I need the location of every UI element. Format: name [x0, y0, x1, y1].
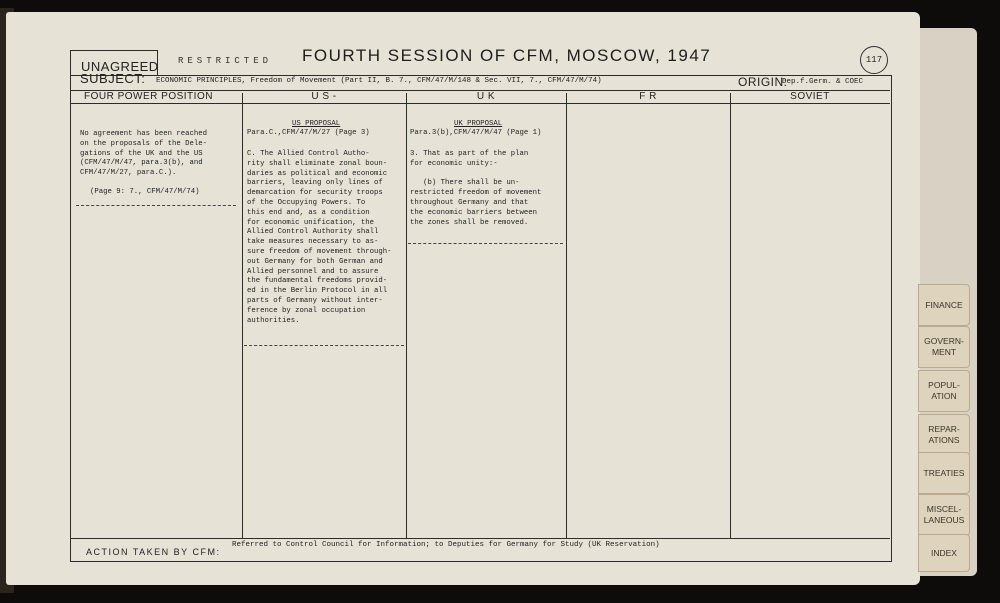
status-label: UNAGREED: [81, 59, 159, 74]
uk-proposal-heading: UK PROPOSAL: [454, 120, 503, 128]
column-divider: [242, 93, 243, 539]
column-divider: [566, 93, 567, 539]
four-power-reference: (Page 9: 7., CFM/47/M/74): [90, 188, 200, 196]
page-number-badge: 117: [860, 46, 888, 74]
action-label: ACTION TAKEN BY CFM:: [86, 547, 221, 557]
column-header-us: U S -: [311, 91, 337, 102]
tab-index[interactable]: INDEX: [918, 534, 970, 572]
classification-label: RESTRICTED: [178, 56, 273, 66]
column-header-divider: [70, 103, 890, 104]
page-title: FOURTH SESSION OF CFM, MOSCOW, 1947: [302, 46, 712, 65]
column-divider: [406, 93, 407, 539]
separator-line: [244, 345, 404, 346]
action-divider: [70, 538, 890, 539]
tab-government[interactable]: GOVERN- MENT: [918, 326, 970, 368]
action-text: Referred to Control Council for Information; to Deputies for Germany for Study (UK Reservation): [232, 541, 660, 549]
tab-miscellaneous[interactable]: MISCEL- LANEOUS: [918, 494, 970, 536]
column-header-uk: U K: [476, 91, 496, 102]
column-header-fr: F R: [639, 91, 657, 102]
four-power-text: No agreement has been reached on the proposals of the Dele- gations of the UK and the US (CFM/47/M/47, para.3(b), and CFM/47/M/27, para.C.).: [80, 130, 207, 178]
uk-proposal-reference: Para.3(b),CFM/47/M/47 (Page 1): [410, 129, 542, 137]
us-proposal-heading: US PROPOSAL: [292, 120, 341, 128]
us-proposal-reference: Para.C.,CFM/47/M/27 (Page 3): [247, 129, 370, 137]
origin-text: Dep.f.Germ. & COEC: [782, 78, 864, 86]
column-header-soviet: SOVIET: [790, 91, 830, 102]
subject-label: SUBJECT:: [80, 71, 146, 86]
subject-text: ECONOMIC PRINCIPLES, Freedom of Movement (Part II, B. 7., CFM/47/M/148 & Sec. VII, 7., CFM/47/M/74): [156, 77, 602, 85]
us-proposal-text: C. The Allied Control Autho- rity shall eliminate zonal boun- daries as political and economic barriers, leaving only lines of demarcation for security troops of the Occupying Powers. To this end and, as a condition for economic unification, the Allied Control Authority shall take measures necessary to as- sure freedom of movement through- out Germany for both German and Allied personnel and to assure the fundamental freedoms provid- ed in the Berlin Protocol in all parts of Germany without inter- ference by zonal occupation authorities.: [247, 150, 392, 325]
record-card: [70, 46, 892, 562]
origin-label: ORIGIN:: [738, 75, 788, 89]
column-divider: [730, 93, 731, 539]
uk-proposal-text: 3. That as part of the plan for economic unity:- (b) There shall be un- restricted freedom of movement throughout Germany and that the economic barriers between the zones shall be removed.: [410, 150, 542, 227]
tab-finance[interactable]: FINANCE: [918, 284, 970, 326]
column-header-four-power: FOUR POWER POSITION: [84, 91, 213, 102]
tab-population[interactable]: POPUL- ATION: [918, 370, 970, 412]
tab-reparations[interactable]: REPAR- ATIONS: [918, 414, 970, 456]
tab-treaties[interactable]: TREATIES: [918, 452, 970, 494]
separator-line: [408, 243, 563, 244]
separator-line: [76, 205, 236, 206]
